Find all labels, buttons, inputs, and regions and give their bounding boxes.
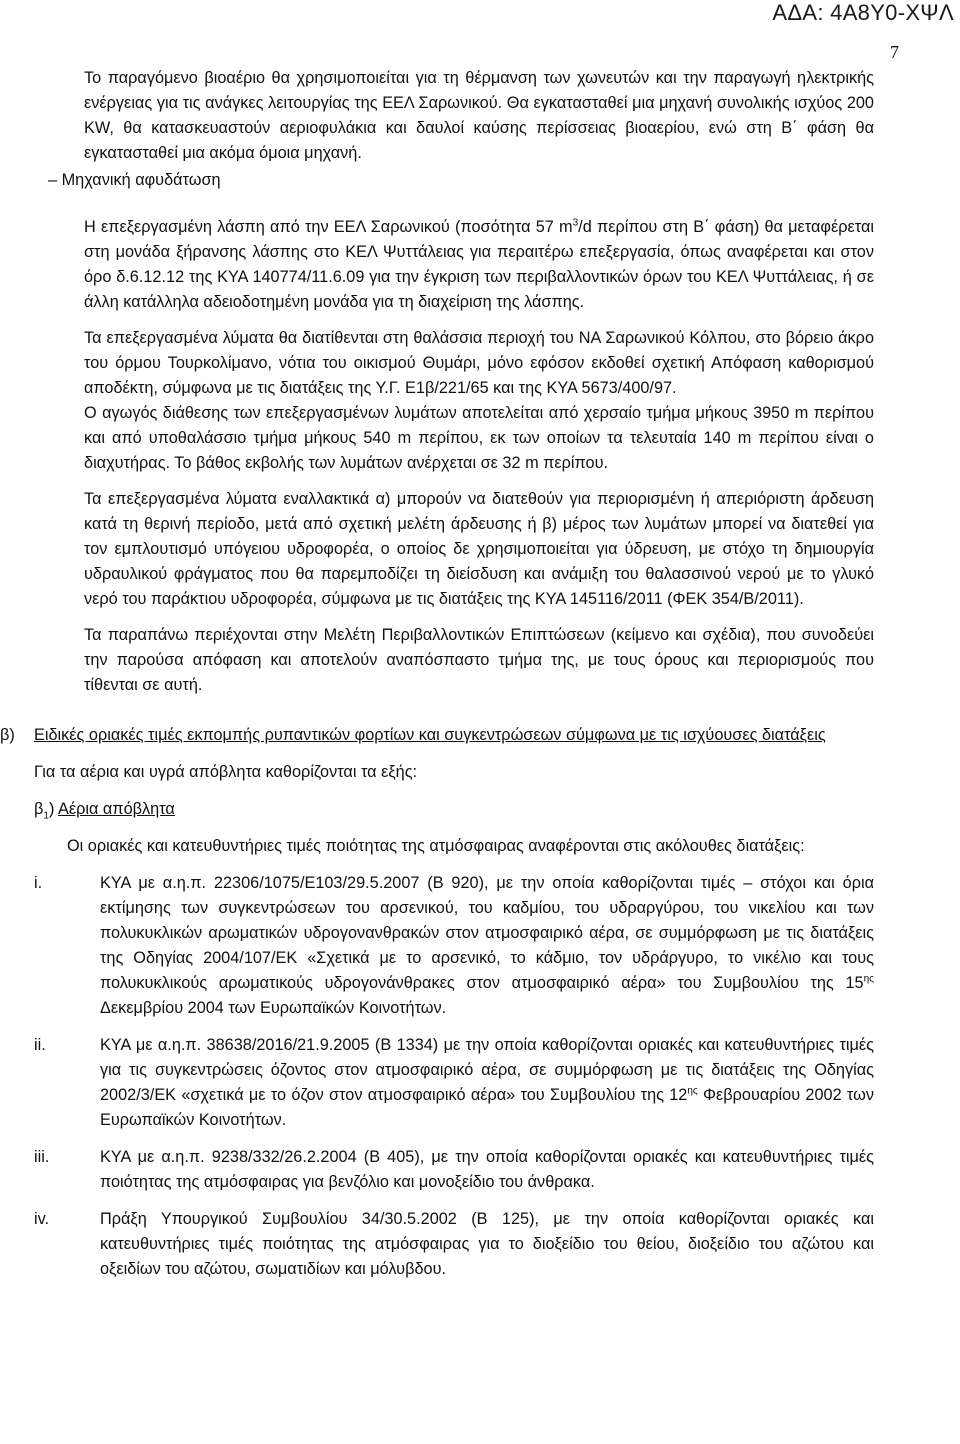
section-b-intro: Για τα αέρια και υγρά απόβλητα καθορίζονται τα εξής: [34,763,418,781]
superscript-3: 3 [572,217,579,229]
paragraph-sludge [34,215,874,315]
section-b [0,723,874,748]
page-number: 7 [890,42,899,62]
paragraph-sludge-part-b: /d περίπου στη Β΄ φάση) θα μεταφέρεται στη μονάδα ξήρανσης λάσπης στο ΚΕΛ Ψυττάλειας για περαιτέρω επεξεργασία, όπως αναφέρεται και στον όρο δ.6.12.12 της ΚΥΑ 140774/11.6.09 για την έγκριση των περιβαλλοντικών όρων του ΚΕΛ Ψυττάλειας, ή σε άλλη κατάλληλα αδειοδοτημένη μονάδα για τη διαχείριση της λάσπης. [84,218,874,311]
dash-heading-dewatering: – Μηχανική αφυδάτωση [48,171,221,189]
list-item-marker: iii. [34,1148,50,1166]
section-b-title: Ειδικές οριακές τιμές εκπομπής ρυπαντικών φορτίων και συγκεντρώσεων σύμφωνα με τις ισχύουσες διατάξεις [34,726,826,744]
b1-subscript: 1 [43,810,49,822]
paragraph-effluent-disposal: Τα επεξεργασμένα λύματα θα διατίθενται στη θαλάσσια περιοχή του ΝΑ Σαρωνικού Κόλπου, στο βόρειο άκρο του όρμου Τουρκολίμανο, νότια του οικισμού Θυμάρι, μόνο εφόσον εκδοθεί σχετική Απόφαση καθορισμού αποδέκτη, σύμφωνα με τις διατάξεις της Υ.Γ. Ε1β/221/65 και της ΚΥΑ 5673/400/97. [84,329,874,397]
paragraph-biogas: Το παραγόμενο βιοαέριο θα χρησιμοποιείται για τη θέρμανση των χωνευτών και την παραγωγή ηλεκτρικής ενέργειας για τις ανάγκες λειτουργίας της ΕΕΛ Σαρωνικού. Θα εγκατασταθεί μια μηχανή συνολικής ισχύος 200 KW, θα κατασκευαστούν αεριοφυλάκια και δαυλοί καύσης περίσσειας βιοαερίου, ενώ στη Β΄ φάση θα εγκατασταθεί μια ακόμα όμοια μηχανή. [84,69,874,162]
list-item [34,1145,874,1195]
document-body [0,66,874,1282]
paragraph-eis-reference: Τα παραπάνω περιέχονται στην Μελέτη Περιβαλλοντικών Επιπτώσεων (κείμενο και σχέδια), που συνοδεύει την παρούσα απόφαση και αποτελούν αναπόσπαστο τμήμα της, με τους όρους και περιορισμούς που τίθενται σε αυτή. [84,626,874,694]
list-item-marker: iv. [34,1210,50,1228]
list-item-marker: i. [34,874,43,892]
ada-code: ΑΔΑ: 4Α8Υ0-ΧΨΛ [772,0,954,25]
b1-label: β [34,800,44,818]
list-item [34,1207,874,1282]
b1-paren: ) [48,800,55,818]
paragraph-alternative-use: Τα επεξεργασμένα λύματα εναλλακτικά α) μπορούν να διατεθούν για περιορισμένη ή απεριόριστη άρδευση κατά τη θερινή περίοδο, μετά από σχετική μελέτη άρδευσης ή β) μέρος των λυμάτων μπορεί να διατεθεί για τον εμπλουτισμό υπόγειου υδροφορέα, ο οποίος δε χρησιμοποιείται για ύδρευση, με στόχο τη δημιουργία υδραυλικού φράγματος που θα παρεμποδίζει τη διείσδυση και ανάμιξη του θαλασσινού νερού με το γλυκό νερό του παράκτιου υδροφορέα, σύμφωνα με τις διατάξεις της ΚΥΑ 145116/2011 (ΦΕΚ 354/Β/2011). [84,490,874,608]
paragraph-sludge-part-a: Η επεξεργασμένη λάσπη από την ΕΕΛ Σαρωνικού (ποσότητα 57 m [84,218,573,236]
list-item [34,871,874,1021]
list-item-text-end: Φεβρουαρίου 2002 των Ευρωπαϊκών Κοινοτήτων. [100,1086,874,1129]
section-b-label: β) [0,726,15,744]
list-item-text: ΚΥΑ με α.η.π. 9238/332/26.2.2004 (Β 405), με την οποία καθορίζονται οριακές και κατευθυντήριες τιμές ποιότητας της ατμόσφαιρας για βενζόλιο και μονοξείδιο του άνθρακα. [100,1148,874,1191]
b1-title: Αέρια απόβλητα [57,800,175,818]
list-item [34,1033,874,1133]
subsection-b1-heading [34,797,874,822]
list-item-sup: ης [863,973,874,985]
list-item-sup: ης [687,1085,698,1097]
paragraph-pipeline: Ο αγωγός διάθεσης των επεξεργασμένων λυμάτων αποτελείται από χερσαίο τμήμα μήκους 3950 m περίπου και από υποθαλάσσιο τμήμα μήκους 540 m περίπου, εκ των οποίων τα τελευταία 140 m περίπου είναι ο διαχυτήρας. Το βάθος εκβολής των λυμάτων ανέρχεται σε 32 m περίπου. [84,404,874,472]
b1-intro: Οι οριακές και κατευθυντήριες τιμές ποιότητας της ατμόσφαιρας αναφέρονται στις ακόλουθες διατάξεις: [67,837,805,855]
list-item-text: ΚΥΑ με α.η.π. 22306/1075/Ε103/29.5.2007 (Β 920), με την οποία καθορίζονται τιμές – στόχοι και όρια εκτίμησης των συγκεντρώσεων του αρσενικού, του καδμίου, του υδραργύρου, του νικελίου και των πολυκυκλικών αρωματικών υδρογονανθρακών στον ατμοσφαιρικό αέρα, σε συμμόρφωση με τις διατάξεις της Οδηγίας 2004/107/ΕΚ «Σχετικά με το αρσενικό, το κάδμιο, τον υδράργυρο, το νικέλιο και τους πολυκυκλικούς αρωματικούς υδρογονάνθρακες στον ατμοσφαιρικό αέρα» του Συμβουλίου της 15 [100,874,874,992]
list-item-text: ΚΥΑ με α.η.π. 38638/2016/21.9.2005 (Β 1334) με την οποία καθορίζονται οριακές και κατευθυντήριες τιμές για τις συγκεντρώσεις όζοντος στον ατμοσφαιρικό αέρα, σε συμμόρφωση με τις διατάξεις της Οδηγίας 2002/3/ΕΚ «σχετικά με το όζον στον ατμοσφαιρικό αέρα» του Συμβουλίου της 12 [100,1036,874,1104]
list-item-marker: ii. [34,1036,46,1054]
list-item-text: Πράξη Υπουργικού Συμβουλίου 34/30.5.2002 (Β 125), με την οποία καθορίζονται οριακές και κατευθυντήριες τιμές ποιότητας της ατμόσφαιρας για το διοξείδιο του θείου, διοξείδιο του αζώτου και οξειδίων του αζώτου, σωματιδίων και μόλυβδου. [100,1210,874,1278]
list-item-text-end: Δεκεμβρίου 2004 των Ευρωπαϊκών Κοινοτήτων. [100,999,447,1017]
